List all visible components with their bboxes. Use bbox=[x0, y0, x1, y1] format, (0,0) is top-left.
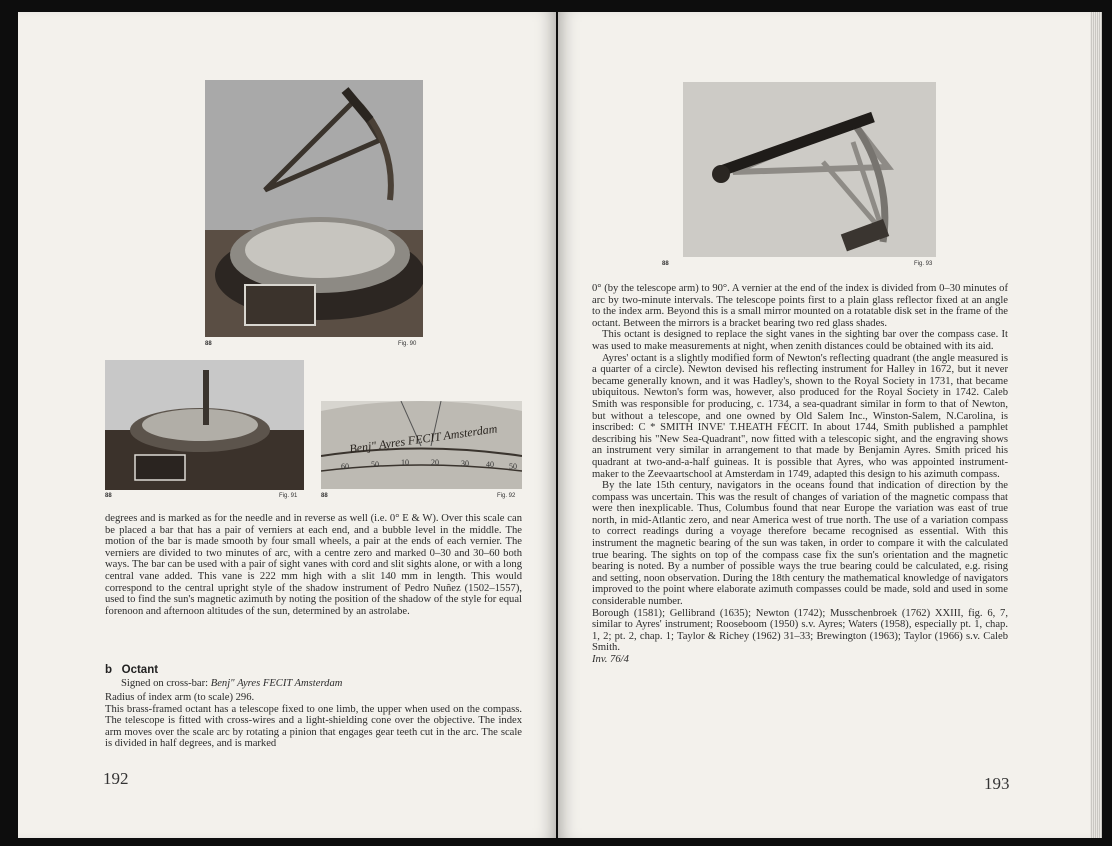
section-title: Octant bbox=[121, 664, 159, 676]
photo-fig-92 bbox=[321, 401, 522, 489]
section-heading bbox=[105, 664, 158, 676]
right-paragraph: This octant is designed to replace the sight vanes in the sighting bar over the compass case. It was used to make measurements at night, when zenith distances could be obtained with its aid. bbox=[592, 329, 1008, 352]
inventory-number: Inv. 76/4 bbox=[592, 654, 629, 665]
left-body-continued bbox=[105, 692, 522, 750]
right-body-text bbox=[592, 283, 1008, 666]
right-paragraph: 0° (by the telescope arm) to 90°. A vernier at the end of the index is divided from 0–30 minutes of arc by two-minute intervals. The telescope points first to a plain glass reflector fixed at an angle to the index arm. Beyond this is a small mirror mounted on a rotatable disk set in the frame of the octant. Between the mirrors is a bracket bearing two red glass shades. bbox=[592, 283, 1008, 329]
fig-92-scale-number: 40 bbox=[486, 460, 494, 469]
right-paragraph: By the late 15th century, navigators in the oceans found that indication of direction by the compass was uncertain. This was the result of changes of variation of the magnetic compass that were then inexplicable. Thus, Columbus found that near Europe the variation was east of true north, in mid-Atlantic zero, and near America west of true north. The use of a variation compass to correct readings during a voyage therefore became recognised as essential. With this instrument the magnetic bearing of the sun was taken, in order to compare it with the calculated true bearing. The sights on top of the compass case fix the sun's orientation and the magnetic bearing is noted. By a number of possible ways the true bearing could be calculated, e.g. rising and setting, noon observation. During the 18th century the mathematical knowledge of navigators improved to the point where elaborate azimuth compasses could be made, sold and used in some considerable number. bbox=[592, 480, 1008, 608]
caption-fig-92-number: 88 bbox=[321, 493, 328, 499]
left-body-paragraph: degrees and is marked as for the needle and in reverse as well (i.e. 0° E & W). Over this scale can be placed a bar that has a pair of verniers at each end, and a bubble level in the middle. The motion of the bar is made smooth by four small wheels, a pair at the ends of each vernier. The verniers are divided to two minutes of arc, with a centre zero and marked 0–30 and 30–60 both ways. The bar can be used with a pair of sight vanes with cord and slit sights alone, or with a long central vane added. This vane is 222 mm high with a slit 140 mm in length. This would correspond to the central upright style of the shadow instrument of Pedro Nuñez (1502–1557), used to find the sun's magnetic azimuth by noting the position of the shadow of the style for equal forenoon and afternoon altitudes of the sun, determined by an astrolabe. bbox=[105, 513, 522, 617]
radius-line: Radius of index arm (to scale) 296. bbox=[105, 692, 255, 703]
fig-92-scale-number: 20 bbox=[431, 458, 439, 467]
fig-92-scale-number: 50 bbox=[509, 462, 517, 471]
page-edge bbox=[1090, 12, 1102, 838]
photo-fig-91 bbox=[105, 360, 304, 490]
fig-92-scale-number: 50 bbox=[371, 460, 379, 469]
signature-italic: Benj" Ayres FECIT Amsterdam bbox=[210, 678, 343, 689]
photo-fig-90 bbox=[205, 80, 423, 337]
photo-fig-93 bbox=[683, 82, 936, 257]
caption-fig-93-label: Fig. 93 bbox=[914, 261, 933, 267]
references: Borough (1581); Gellibrand (1635); Newton (1742); Musschenbroek (1762) XXIII, fig. 6, 7, similar to Ayres' instrument; Rooseboom (1950) s.v. Ayres; Waters (1958), especially pt. 1, chap. 1, 2; pt. 2, chap. 1; Taylor & Richey (1962) 31–33; Brewington (1963); Taylor (1966) s.v. Caleb Smith. bbox=[592, 607, 1008, 654]
page-number-right: 193 bbox=[984, 774, 1010, 793]
caption-fig-90-number: 88 bbox=[205, 341, 212, 347]
section-letter: b bbox=[105, 664, 113, 676]
caption-fig-91-label: Fig. 91 bbox=[279, 493, 298, 499]
fig-92-engraving: Benj" Ayres FECIT Amsterdam bbox=[348, 421, 499, 456]
fig-92-scale-number: 30 bbox=[461, 459, 469, 468]
fig-92-scale-number: 60 bbox=[341, 462, 349, 471]
caption-fig-90-label: Fig. 90 bbox=[398, 341, 417, 347]
caption-fig-93-number: 88 bbox=[662, 261, 669, 267]
right-paragraph: Ayres' octant is a slightly modified form of Newton's reflecting quadrant (the angle measured is a quarter of a circle). Newton devised his reflecting instrument for Halley in 1672, but it never became generally known, and it was Hadley's, shown to the Royal Society in 1731, that became ubiquitous. Newton's form was, however, also produced for the Royal Society in 1742. Caleb Smith was responsible for producing, c. 1734, a sea-quadrant similar in form to that of Newton, but without a telescope, and one owned by Old Salem Inc., Winston-Salem, N.Carolina, is inscribed: C * SMITH INVE' T.HEATH FECIT. In about 1744, Smith published a pamphlet describing his "New Sea-Quadrant", now fitted with a telescopic sight, and the engraving shows an instrument very similar in arrangement to that made by Benjamin Ayres. Smith priced his quadrant at two-and-a-half guineas. It is possible that Ayres, who was appointed instrument-maker to the Zeevaartschool at Amsterdam in 1749, adapted this design to his azimuth compass. bbox=[592, 352, 1008, 480]
left-body-paragraph-2: This brass-framed octant has a telescope fixed to one limb, the upper when used on the compass. The telescope is fitted with cross-wires and a light-shielding cone over the objective. The index arm moves over the scale arc by rotating a pinion that engages gear teeth cut in the arc. The scale is divided in half degrees, and is marked bbox=[105, 703, 522, 750]
fig-92-scale-number: 10 bbox=[401, 458, 409, 467]
page-number-left: 192 bbox=[103, 769, 129, 788]
caption-fig-92-label: Fig. 92 bbox=[497, 493, 516, 499]
signed-line: Signed on cross-bar: Benj" Ayres FECIT Amsterdam bbox=[121, 678, 343, 689]
caption-fig-91-number: 88 bbox=[105, 493, 112, 499]
